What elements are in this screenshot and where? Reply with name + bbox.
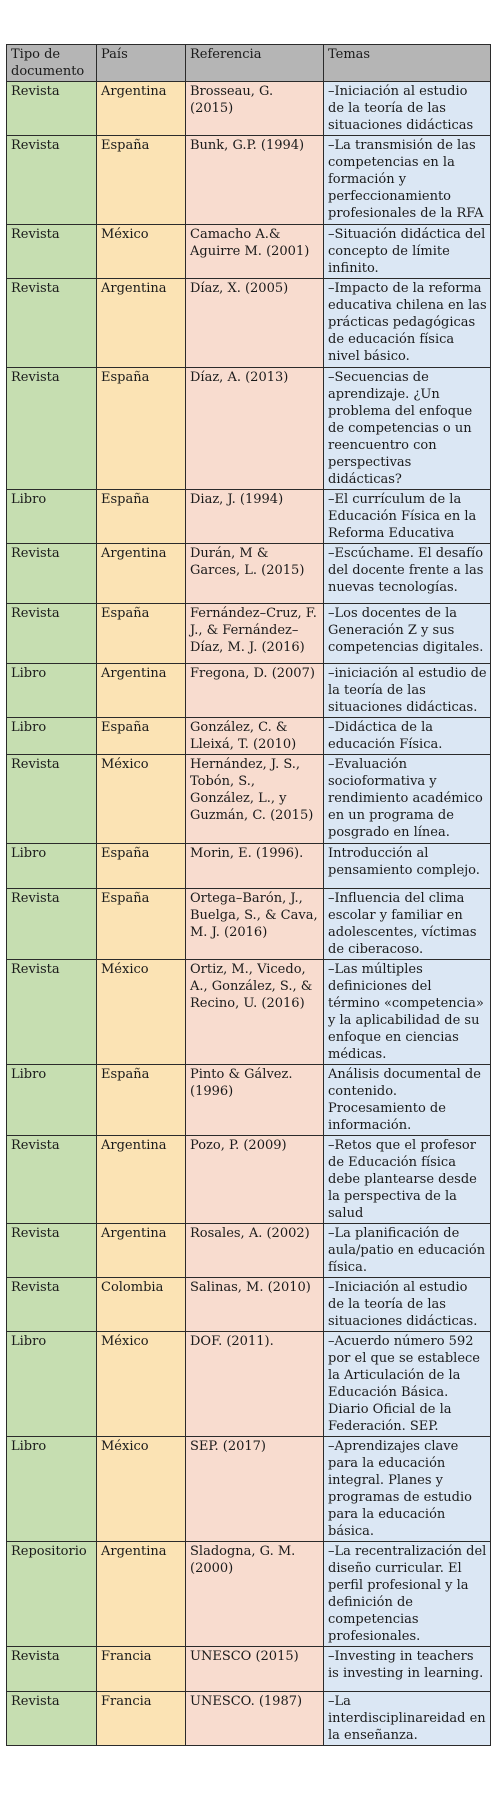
cell-pais: Argentina <box>97 279 186 368</box>
cell-temas: –Investing in teachers is investing in learning. <box>324 1647 491 1692</box>
cell-pais: España <box>97 490 186 544</box>
cell-referencia: UNESCO. (1987) <box>186 1692 324 1746</box>
header-tipo: Tipo de documento <box>7 45 97 82</box>
header-row <box>7 45 491 82</box>
table-row <box>7 1692 491 1746</box>
cell-referencia: Sladogna, G. M. (2000) <box>186 1542 324 1647</box>
cell-pais: España <box>97 604 186 664</box>
table-row <box>7 225 491 279</box>
table-row <box>7 136 491 225</box>
cell-referencia: Pinto & Gálvez. (1996) <box>186 1065 324 1136</box>
table-header <box>7 45 491 82</box>
cell-tipo: Revista <box>7 368 97 490</box>
table-row <box>7 1136 491 1224</box>
cell-referencia: Camacho A.& Aguirre M. (2001) <box>186 225 324 279</box>
table-body <box>7 82 491 1746</box>
header-temas: Temas <box>324 45 491 82</box>
cell-temas: Análisis documental de contenido. Procesamiento de información. <box>324 1065 491 1136</box>
cell-tipo: Revista <box>7 1224 97 1278</box>
cell-referencia: SEP. (2017) <box>186 1437 324 1542</box>
cell-referencia: Fernández–Cruz, F. J., & Fernández–Díaz, M. J. (2016) <box>186 604 324 664</box>
cell-pais: Argentina <box>97 1136 186 1224</box>
cell-temas: –Impacto de la reforma educativa chilena en las prácticas pedagógicas de educación física nivel básico. <box>324 279 491 368</box>
cell-tipo: Libro <box>7 1065 97 1136</box>
cell-temas: –Evaluación socioformativa y rendimiento académico en un programa de posgrado en línea. <box>324 755 491 844</box>
cell-pais: México <box>97 225 186 279</box>
table-row <box>7 1278 491 1332</box>
cell-temas: –La planificación de aula/patio en educación física. <box>324 1224 491 1278</box>
cell-temas: –Aprendizajes clave para la educación integral. Planes y programas de estudio para la educación básica. <box>324 1437 491 1542</box>
table-row <box>7 844 491 889</box>
cell-pais: España <box>97 136 186 225</box>
cell-pais: Argentina <box>97 82 186 136</box>
cell-tipo: Revista <box>7 1136 97 1224</box>
cell-tipo: Revista <box>7 82 97 136</box>
cell-referencia: Díaz, A. (2013) <box>186 368 324 490</box>
cell-temas: –Retos que el profesor de Educación física debe plantearse desde la perspectiva de la salud <box>324 1136 491 1224</box>
table-row <box>7 544 491 604</box>
cell-temas: –La transmisión de las competencias en la formación y perfeccionamiento profesionales de la RFA <box>324 136 491 225</box>
header-referencia: Referencia <box>186 45 324 82</box>
cell-tipo: Libro <box>7 718 97 755</box>
table-row <box>7 1647 491 1692</box>
cell-referencia: Ortega–Barón, J., Buelga, S., & Cava, M. J. (2016) <box>186 889 324 960</box>
cell-referencia: Ortiz, M., Vicedo, A., González, S., & Recino, U. (2016) <box>186 960 324 1065</box>
table-row <box>7 1542 491 1647</box>
cell-pais: Francia <box>97 1647 186 1692</box>
cell-temas: –Los docentes de la Generación Z y sus competencias digitales. <box>324 604 491 664</box>
table-row <box>7 1224 491 1278</box>
cell-tipo: Revista <box>7 225 97 279</box>
cell-tipo: Revista <box>7 1278 97 1332</box>
table-row <box>7 368 491 490</box>
cell-temas: –Escúchame. El desafío del docente frente a las nuevas tecnologías. <box>324 544 491 604</box>
table-row <box>7 1332 491 1437</box>
cell-referencia: Diaz, J. (1994) <box>186 490 324 544</box>
cell-temas: –Iniciación al estudio de la teoría de las situaciones didácticas. <box>324 1278 491 1332</box>
cell-pais: Argentina <box>97 664 186 718</box>
cell-referencia: Brosseau, G. (2015) <box>186 82 324 136</box>
cell-temas: –La interdisciplinareidad en la enseñanza. <box>324 1692 491 1746</box>
cell-temas: –Didáctica de la educación Física. <box>324 718 491 755</box>
cell-pais: México <box>97 960 186 1065</box>
cell-referencia: Rosales, A. (2002) <box>186 1224 324 1278</box>
cell-pais: México <box>97 1437 186 1542</box>
cell-pais: Argentina <box>97 1542 186 1647</box>
cell-temas: Introducción al pensamiento complejo. <box>324 844 491 889</box>
cell-tipo: Libro <box>7 1332 97 1437</box>
cell-pais: Colombia <box>97 1278 186 1332</box>
cell-temas: –Situación didáctica del concepto de límite infinito. <box>324 225 491 279</box>
cell-referencia: Morin, E. (1996). <box>186 844 324 889</box>
cell-pais: Argentina <box>97 544 186 604</box>
cell-referencia: Durán, M & Garces, L. (2015) <box>186 544 324 604</box>
cell-tipo: Revista <box>7 755 97 844</box>
cell-pais: España <box>97 844 186 889</box>
cell-temas: –La recentralización del diseño curricular. El perfil profesional y la definición de competencias profesionales. <box>324 1542 491 1647</box>
table-row <box>7 490 491 544</box>
cell-tipo: Revista <box>7 544 97 604</box>
cell-referencia: UNESCO (2015) <box>186 1647 324 1692</box>
table-row <box>7 1437 491 1542</box>
cell-referencia: Díaz, X. (2005) <box>186 279 324 368</box>
table-row <box>7 279 491 368</box>
cell-temas: –Iniciación al estudio de la teoría de las situaciones didácticas <box>324 82 491 136</box>
references-table <box>6 44 491 1746</box>
cell-pais: España <box>97 889 186 960</box>
cell-pais: España <box>97 718 186 755</box>
table-row <box>7 664 491 718</box>
cell-tipo: Revista <box>7 960 97 1065</box>
cell-tipo: Libro <box>7 490 97 544</box>
cell-tipo: Libro <box>7 844 97 889</box>
cell-pais: Argentina <box>97 1224 186 1278</box>
table-row <box>7 755 491 844</box>
cell-referencia: Hernández, J. S., Tobón, S., González, L., y Guzmán, C. (2015) <box>186 755 324 844</box>
table-row <box>7 82 491 136</box>
cell-referencia: DOF. (2011). <box>186 1332 324 1437</box>
table-row <box>7 889 491 960</box>
cell-tipo: Libro <box>7 1437 97 1542</box>
cell-tipo: Revista <box>7 136 97 225</box>
cell-referencia: Bunk, G.P. (1994) <box>186 136 324 225</box>
cell-tipo: Revista <box>7 889 97 960</box>
cell-referencia: Salinas, M. (2010) <box>186 1278 324 1332</box>
cell-temas: –Las múltiples definiciones del término «competencia» y la aplicabilidad de su enfoque en ciencias médicas. <box>324 960 491 1065</box>
cell-referencia: Pozo, P. (2009) <box>186 1136 324 1224</box>
cell-pais: México <box>97 1332 186 1437</box>
table-row <box>7 960 491 1065</box>
table-row <box>7 1065 491 1136</box>
cell-pais: Francia <box>97 1692 186 1746</box>
header-pais: País <box>97 45 186 82</box>
cell-tipo: Revista <box>7 279 97 368</box>
cell-referencia: González, C. & Lleixá, T. (2010) <box>186 718 324 755</box>
cell-temas: –Influencia del clima escolar y familiar en adolescentes, víctimas de ciberacoso. <box>324 889 491 960</box>
cell-temas: –El currículum de la Educación Física en la Reforma Educativa <box>324 490 491 544</box>
cell-temas: –iniciación al estudio de la teoría de las situaciones didácticas. <box>324 664 491 718</box>
table-row <box>7 718 491 755</box>
cell-temas: –Secuencias de aprendizaje. ¿Un problema del enfoque de competencias o un reencuentro con perspectivas didácticas? <box>324 368 491 490</box>
cell-tipo: Libro <box>7 664 97 718</box>
cell-referencia: Fregona, D. (2007) <box>186 664 324 718</box>
cell-tipo: Revista <box>7 1692 97 1746</box>
cell-pais: España <box>97 1065 186 1136</box>
cell-pais: España <box>97 368 186 490</box>
cell-tipo: Repositorio <box>7 1542 97 1647</box>
cell-tipo: Revista <box>7 1647 97 1692</box>
cell-temas: –Acuerdo número 592 por el que se establece la Articulación de la Educación Básica. Diario Oficial de la Federación. SEP. <box>324 1332 491 1437</box>
cell-tipo: Revista <box>7 604 97 664</box>
cell-pais: México <box>97 755 186 844</box>
table-row <box>7 604 491 664</box>
